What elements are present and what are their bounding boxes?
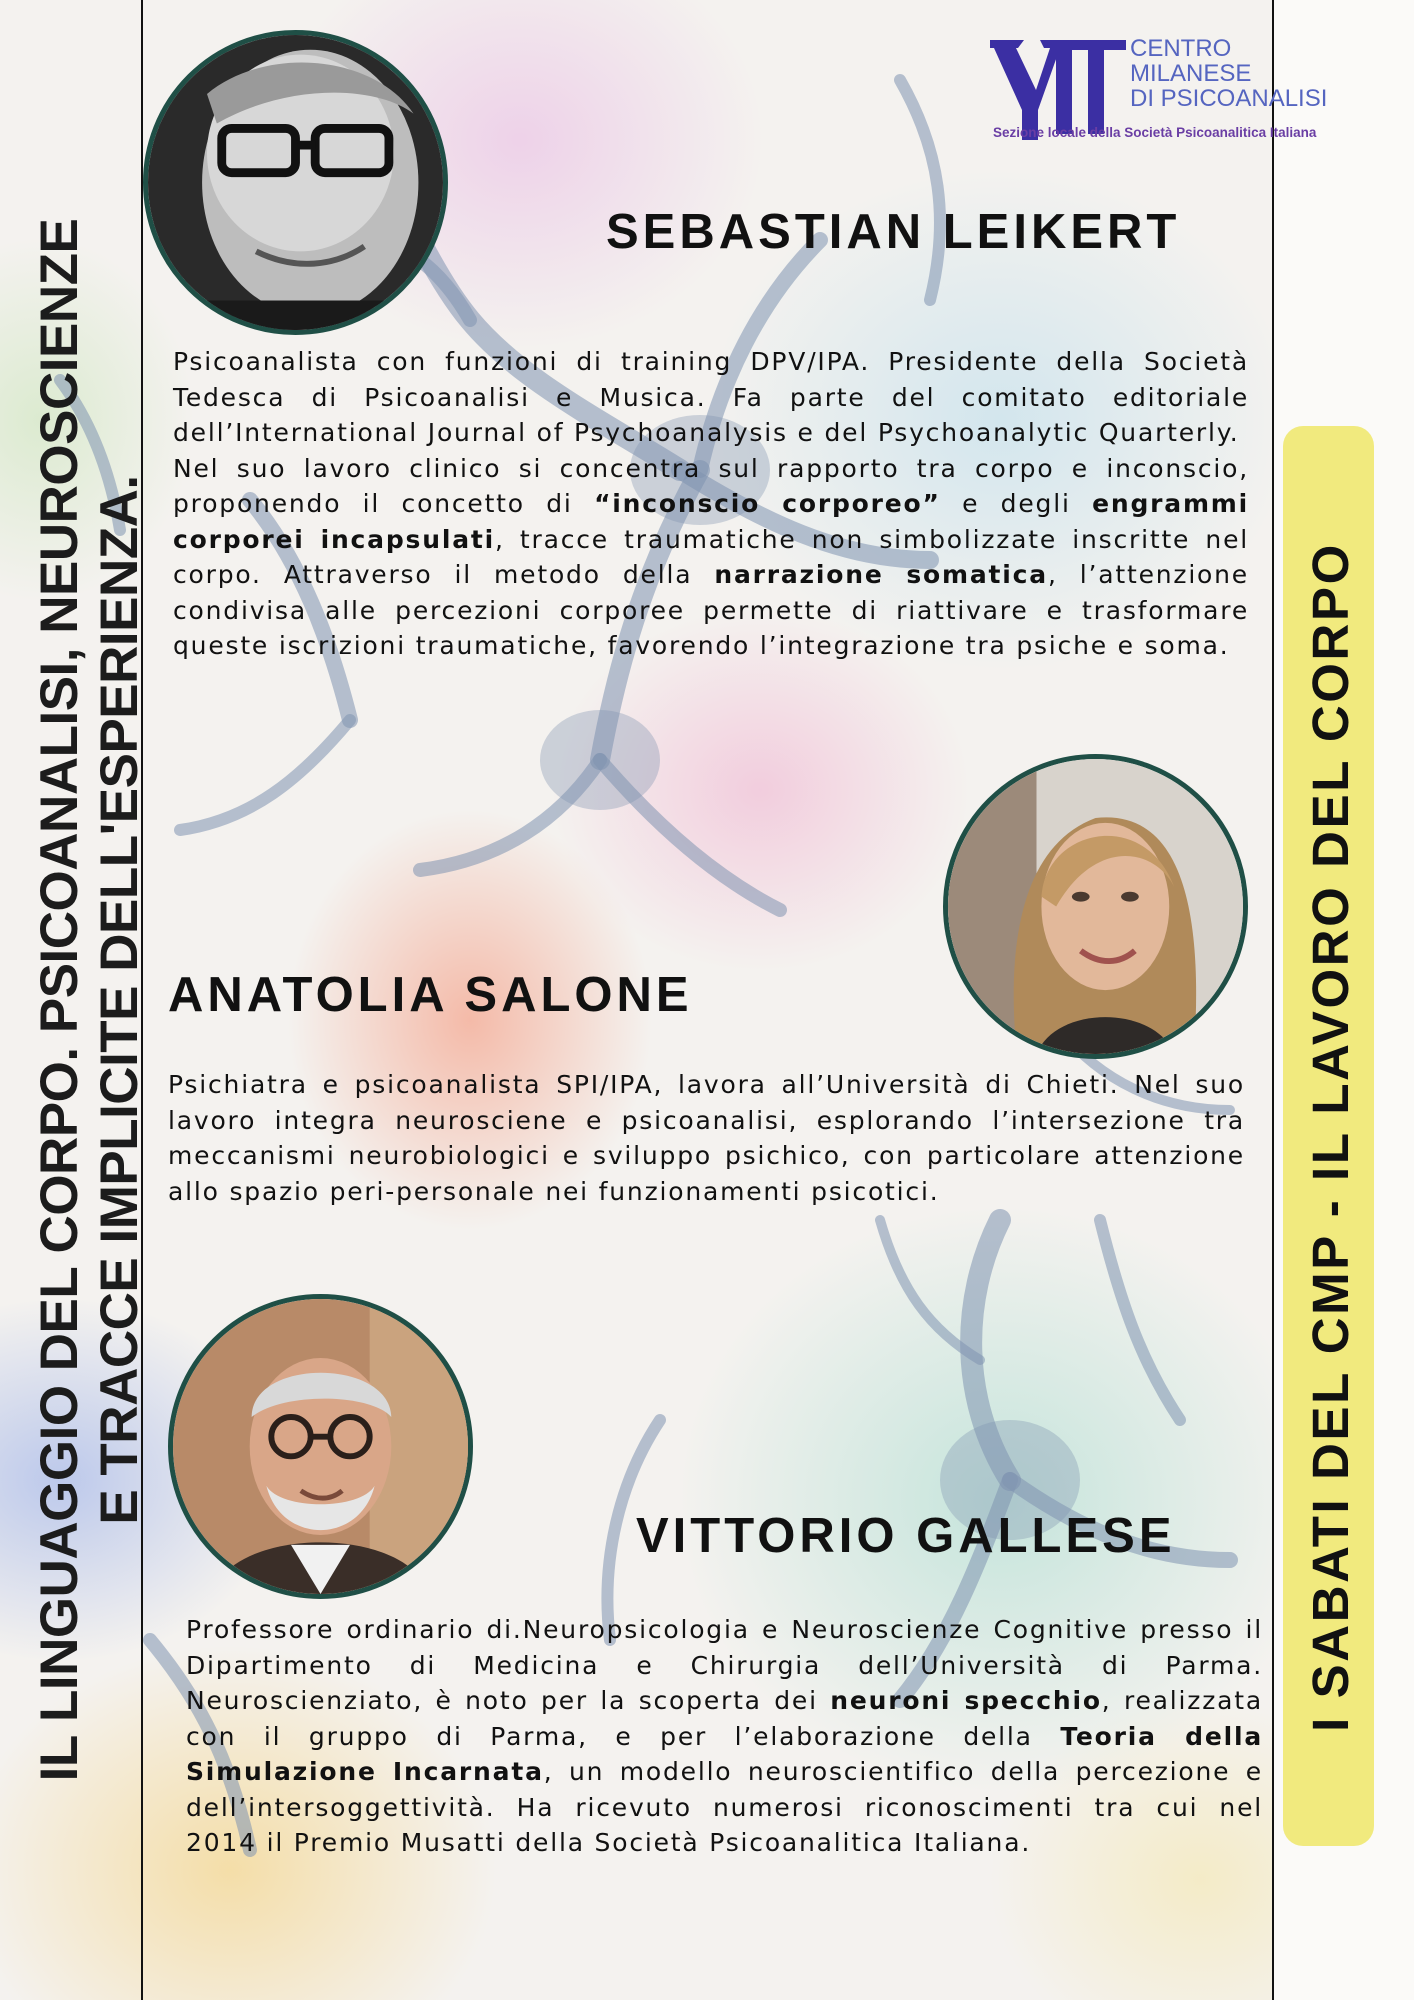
speaker-name-salone: ANATOLIA SALONE [168,968,693,1022]
bio-paragraph [186,1612,1263,1861]
speaker-bio-gallese [186,1612,1263,1861]
event-title-line-2: E TRACCE IMPLICITE DELL'ESPERIENZA. [90,475,149,1525]
logo-line-1: CENTRO [1130,35,1232,62]
bio-paragraph: Psicoanalista con funzioni di training DPV/IPA. Presidente della Società Tedesca di Psicoanalisi e Musica. Fa parte del comitato editoriale dell’International Journal of Psychoanalysis e del Psychoanalytic Quarterly. [173,347,1249,447]
bio-text: , un modello neuroscientifico della percezione e dell’intersoggettività. Ha ricevuto numerosi riconoscimenti tra cui nel 2014 il Premio Musatti della Società Psicoanalitica Italiana. [186,1757,1263,1857]
speaker-bio-salone [168,1067,1245,1209]
portrait-salone-icon [948,759,1243,1054]
speaker-name-leikert: SEBASTIAN LEIKERT [606,205,1181,259]
bio-paragraph [173,451,1249,664]
bio-text: Nel suo lavoro clinico si concentra sul rapporto tra corpo e inconscio, proponendo il concetto di [173,453,1249,518]
speaker-name-gallese: VITTORIO GALLESE [636,1509,1176,1563]
speaker-photo-salone [943,754,1248,1059]
event-title-line-1: IL LINGUAGGIO DEL CORPO. PSICOANALISI, NEUROSCIENZE [30,218,89,1782]
event-title [30,60,150,1940]
bio-text: , l’attenzione condivisa alle percezioni corporee permette di riattivare e trasformare queste iscrizioni traumatiche, favorendo l’integrazione tra psiche e soma. [173,560,1249,660]
bio-text: Professore ordinario di.Neuropsicologia e Neuroscienze Cognitive presso il Dipartimento di Medicina e Chirurgia dell’Università di Parma. Neuroscienziato, è noto per la scoperta dei [186,1615,1263,1715]
speaker-photo-leikert [143,30,448,335]
bio-text: e degli [940,489,1093,518]
bio-highlight: narrazione somatica [714,560,1048,589]
logo-line-2: MILANESE [1130,60,1252,87]
bio-highlight: Teoria della Simulazione Incarnata [186,1721,1263,1786]
bio-text: , realizzata con il gruppo di Parma, e per l’elaborazione della [186,1686,1263,1751]
logo-text [1130,36,1327,111]
portrait-gallese-icon [173,1299,468,1594]
portrait-leikert-icon [148,35,443,330]
bio-paragraph: Psichiatra e psicoanalista SPI/IPA, lavora all’Università di Chieti. Nel suo lavoro integra neurosciene e psicoanalisi, esplorando l’intersezione tra meccanismi neurobiologici e sviluppo psichico, con particolare attenzione allo spazio peri-personale nei funzionamenti psicotici. [168,1070,1245,1206]
speaker-photo-gallese [168,1294,473,1599]
speaker-bio-leikert [173,344,1249,664]
logo-line-3: DI PSICOANALISI [1130,85,1328,112]
bio-highlight: engrammi corporei incapsulati [173,489,1250,554]
logo-subtitle: Sezione locale della Società Psicoanalitica Italiana [993,125,1317,140]
right-divider-line [1272,0,1274,2000]
bio-highlight: neuroni specchio [830,1686,1102,1715]
bio-highlight: “inconscio corporeo” [594,489,941,518]
bio-text: , tracce traumatiche non simbolizzate inscritte nel corpo. Attraverso il metodo della [173,524,1249,589]
series-banner-text: I SABATI DEL CMP - IL LAVORO DEL CORPO [1302,542,1359,1732]
